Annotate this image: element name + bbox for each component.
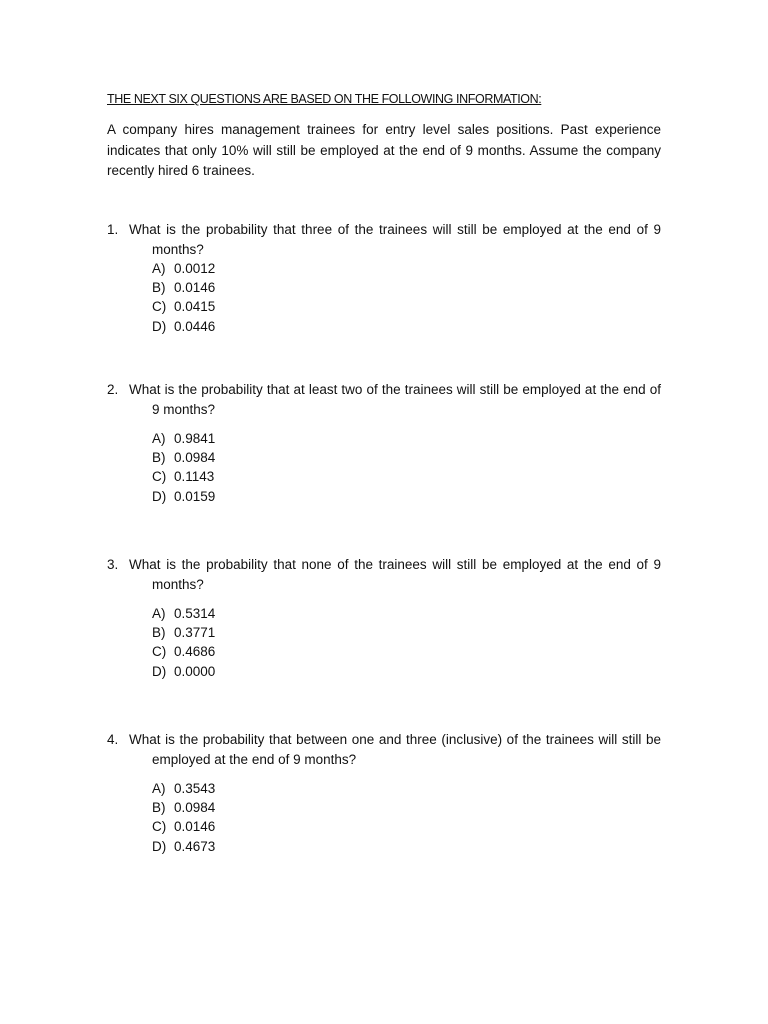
option-value: 0.5314 [174, 606, 216, 621]
question-text: What is the probability that at least two of the trainees will still be employed at the end of 9 months? [129, 382, 661, 417]
option-list [107, 429, 661, 506]
option-list [107, 259, 661, 336]
option-b [152, 278, 661, 297]
question-prompt [107, 555, 661, 594]
question-3 [107, 555, 661, 681]
option-value: 0.0012 [174, 261, 216, 276]
option-value: 0.0146 [174, 819, 216, 835]
option-b [152, 448, 661, 467]
question-number: 4. [107, 732, 119, 747]
option-list [107, 779, 661, 856]
question-text: What is the probability that three of the trainees will still be employed at the end of 9 months? [129, 222, 661, 257]
option-a [152, 604, 661, 623]
option-c [152, 297, 661, 316]
option-letter: B) [152, 625, 166, 641]
option-value: 0.0984 [174, 450, 216, 466]
option-letter: A) [152, 781, 166, 796]
intro-paragraph: A company hires management trainees for entry level sales positions. Past experience indicates that only 10% will still be employed at the end of 9 months. Assume the company recently hired 6 trainees. [107, 122, 661, 178]
option-value: 0.0159 [174, 488, 216, 504]
option-letter: C) [152, 819, 167, 835]
option-letter: D) [152, 318, 167, 334]
option-value: 0.0000 [174, 663, 216, 679]
option-value: 0.4673 [174, 838, 216, 854]
option-letter: D) [152, 663, 167, 679]
option-letter: C) [152, 644, 167, 660]
option-a [152, 429, 661, 448]
option-letter: C) [152, 469, 167, 485]
question-1 [107, 220, 661, 336]
option-a [152, 779, 661, 798]
option-d [152, 837, 661, 856]
option-letter: C) [152, 299, 167, 315]
option-value: 0.3771 [174, 625, 216, 641]
option-d [152, 317, 661, 336]
option-letter: B) [152, 280, 166, 296]
option-d [152, 487, 661, 506]
option-d [152, 662, 661, 681]
option-letter: B) [152, 800, 166, 816]
option-value: 0.0446 [174, 318, 216, 334]
option-list [107, 604, 661, 681]
section-heading: THE NEXT SIX QUESTIONS ARE BASED ON THE FOLLOWING INFORMATION: [107, 92, 542, 106]
question-number: 1. [107, 222, 119, 237]
question-prompt [107, 220, 661, 259]
question-number: 3. [107, 557, 119, 572]
option-letter: A) [152, 261, 166, 276]
option-letter: D) [152, 488, 167, 504]
option-value: 0.0146 [174, 280, 216, 296]
option-c [152, 467, 661, 486]
question-2 [107, 380, 661, 506]
option-value: 0.3543 [174, 781, 216, 796]
question-text: What is the probability that none of the trainees will still be employed at the end of 9 months? [129, 557, 661, 592]
question-4 [107, 730, 661, 856]
option-value: 0.1143 [174, 469, 215, 485]
option-value: 0.4686 [174, 644, 216, 660]
option-b [152, 798, 661, 817]
question-number: 2. [107, 382, 119, 397]
question-text: What is the probability that between one and three (inclusive) of the trainees will still be employed at the end of 9 months? [129, 732, 661, 767]
option-letter: A) [152, 431, 166, 446]
option-b [152, 623, 661, 642]
option-letter: D) [152, 838, 167, 854]
option-c [152, 817, 661, 836]
question-prompt [107, 730, 661, 769]
option-letter: A) [152, 606, 166, 621]
option-value: 0.9841 [174, 431, 216, 446]
option-value: 0.0415 [174, 299, 216, 315]
option-a [152, 259, 661, 278]
option-letter: B) [152, 450, 166, 466]
option-c [152, 642, 661, 661]
question-prompt [107, 380, 661, 419]
option-value: 0.0984 [174, 800, 216, 816]
